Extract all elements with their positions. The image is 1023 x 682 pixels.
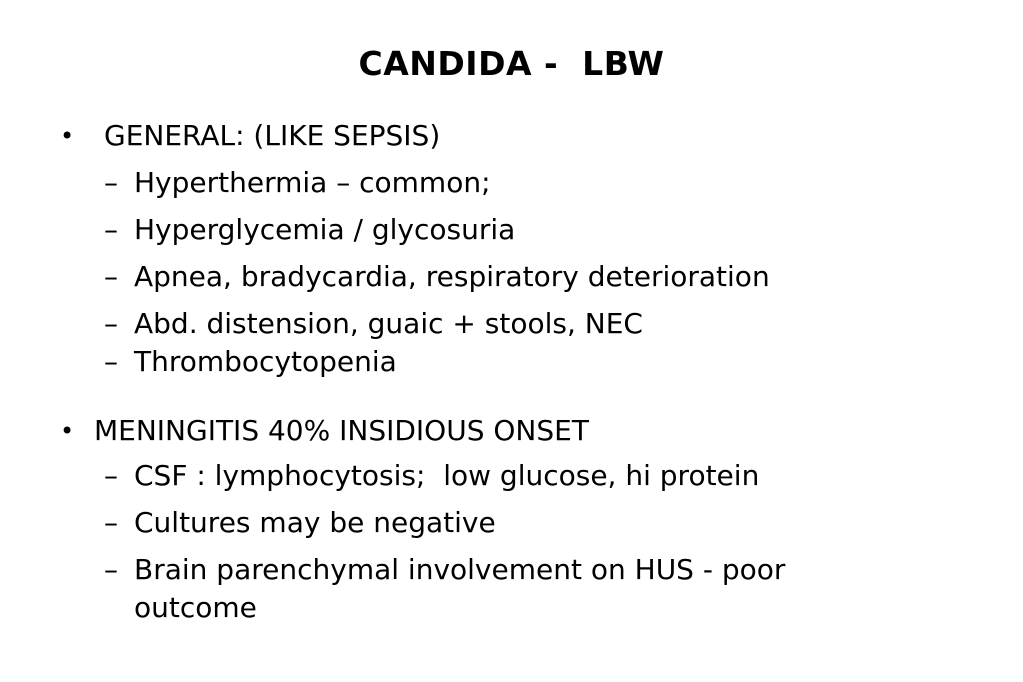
dash-marker: – bbox=[104, 345, 118, 378]
list-item: Hyperthermia – common; bbox=[134, 166, 491, 199]
section-heading-general: GENERAL: (LIKE SEPSIS) bbox=[104, 119, 441, 152]
slide-title: CANDIDA - LBW bbox=[358, 44, 665, 83]
list-item: Cultures may be negative bbox=[134, 506, 496, 539]
list-item-continuation: outcome bbox=[134, 591, 257, 624]
dash-marker: – bbox=[104, 459, 118, 492]
dash-marker: – bbox=[104, 307, 118, 340]
bullet-marker: • bbox=[60, 417, 75, 445]
section-heading-meningitis: MENINGITIS 40% INSIDIOUS ONSET bbox=[94, 414, 589, 447]
dash-marker: – bbox=[104, 553, 118, 586]
dash-marker: – bbox=[104, 506, 118, 539]
bullet-marker: • bbox=[60, 122, 75, 150]
dash-marker: – bbox=[104, 213, 118, 246]
list-item: Hyperglycemia / glycosuria bbox=[134, 213, 516, 246]
dash-marker: – bbox=[104, 166, 118, 199]
list-item: CSF : lymphocytosis; low glucose, hi protein bbox=[134, 459, 760, 492]
list-item: Abd. distension, guaic + stools, NEC bbox=[134, 307, 643, 340]
list-item: Apnea, bradycardia, respiratory deterioration bbox=[134, 260, 770, 293]
list-item: Brain parenchymal involvement on HUS - poor bbox=[134, 553, 786, 586]
dash-marker: – bbox=[104, 260, 118, 293]
list-item: Thrombocytopenia bbox=[134, 345, 397, 378]
